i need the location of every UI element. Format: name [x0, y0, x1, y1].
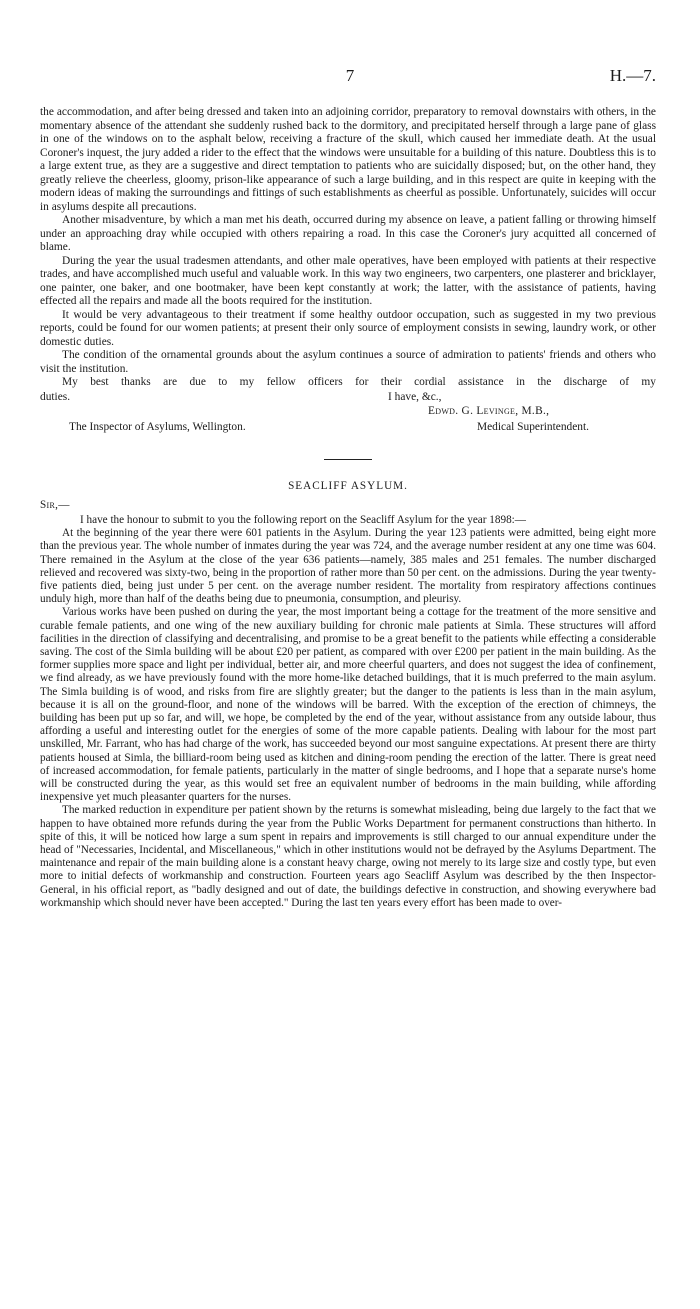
closing-i-have: I have, &c., — [388, 390, 442, 403]
page-number: 7 — [345, 66, 355, 85]
paragraph: My best thanks are due to my fellow officers for their cordial assistance in the discharge of my — [62, 376, 656, 388]
addressee: The Inspector of Asylums, Wellington. — [69, 420, 246, 433]
closing-duties: duties. — [40, 390, 71, 403]
seacliff-report — [40, 480, 656, 911]
paragraph: At the beginning of the year there were 601 patients in the Asylum. During the year 123 patients were admitted, being eight more than the previous year. The whole number of inmates during the year was 724, and the average number resident at any one time was 604. There remained in the Asylum at the close of the year 636 patients—namely, 385 males and 251 females. The number discharged relieved and recovered was sixty-two, being in the proportion of rather more than 50 per cent. on the admissions. During the year twenty-five patients died, being just under 5 per cent. on the average number resident. The mortality from respiratory affections continues unduly high, more than half of the deaths being due to pneumonia, consumption, and pleurisy. — [40, 527, 656, 606]
paragraph: The condition of the ornamental grounds about the asylum continues a source of admiration to patients' friends and others who visit the institution. — [40, 349, 656, 375]
salutation: Sir,— — [40, 498, 70, 511]
signatory-title: Medical Superintendent. — [477, 420, 589, 433]
section-heading: SEACLIFF ASYLUM. — [288, 479, 408, 492]
document-reference: H.—7. — [609, 66, 656, 85]
paragraph: It would be very advantageous to their treatment if some healthy outdoor occupation, such as suggested in my two previous reports, could be found for our women patients; at present their only source of employment consists in sewing, laundry work, or other domestic duties. — [40, 308, 656, 348]
paragraph: The marked reduction in expenditure per patient shown by the returns is somewhat misleading, being due largely to the fact that we happen to have obtained more refunds during the year from the Public Works Department for permanent constructions than hitherto. In spite of this, it will be noticed how large a sum spent in repairs and improvements is still charged to our annual expenditure under the head of "Necessaries, Incidental, and Miscellaneous," which in other institutions would not be defrayed by the Asylums Department. The maintenance and repair of the main building alone is a constant heavy charge, owing not merely to its large size and costly type, but even more to initial defects of workmanship and construction. Fourteen years ago Seacliff Asylum was described by the then Inspector-General, in his official report, as "badly designed and out of date, the buildings defective in construction, and showing everywhere bad workmanship which should never have been accepted." During the last ten years every effort has been made to over- — [40, 804, 656, 909]
intro-paragraph: I have the honour to submit to you the following report on the Seacliff Asylum for the year 1898:— — [80, 513, 526, 526]
signature: Edwd. G. Levinge, M.B., — [428, 404, 550, 417]
paragraph: Another misadventure, by which a man met his death, occurred during my absence on leave, a patient falling or throwing himself under an approaching dray while occupied with others repairing a road. In this case the Coroner's jury acquitted all concerned of blame. — [40, 214, 656, 253]
paragraph: Various works have been pushed on during the year, the most important being a cottage for the treatment of the more sensitive and curable female patients, and one wing of the new auxiliary building for chronic male patients at Simla. These structures will afford facilities in the direction of classifying and decentralising, and promise to be a great benefit to the patients while effecting a considerable saving. The cost of the Simla building will be about £20 per patient, as compared with over £200 per patient in the main building. As the former supplies more space and light per individual, better air, and more cheerful quarters, and does not suggest the idea of confinement, we find already, as we have previously found with the more home-like detached buildings, that it is much preferred to the main asylum. The Simla building is of wood, and risks from fire are slightly greater; but the danger to the patients is less than in the main asylum, because it is all on the ground-floor, and none of the windows will be barred. With the exception of the erection of chimneys, the building has been put up so far, and will, we hope, be completed by the end of the year, without assistance from any outside labour, thus affording a useful and interesting outlet for the energies of some of the more capable patients. Dealing with labour for the most part unskilled, Mr. Farrant, who has had charge of the work, has succeeded beyond our most sanguine expectations. At present there are thirty patients housed at Simla, the billiard-room being used as kitchen and dining-room pending the erection of the latter. There is great need of increased accommodation, for female patients, particularly in the matter of single bedrooms, and I hope that a separate nurse's home will be constructed during the year, as this would set free an equivalent number of bedrooms in the main building, while affording inexpensive yet much pleasanter quarters for the nurses. — [40, 606, 656, 804]
page-content — [40, 66, 656, 910]
levinge-report-conclusion — [40, 106, 656, 443]
section-divider — [324, 459, 372, 460]
paragraph: During the year the usual tradesmen attendants, and other male operatives, have been employed with patients at their respective trades, and have accomplished much useful and valuable work. In this way two engineers, two carpenters, one plasterer and bricklayer, one painter, one baker, and one bootmaker, have been kept constantly at work; the latter, with the assistance of patients, having effected all the repairs and made all the boots required for the institution. — [40, 254, 656, 307]
closing-block — [40, 391, 656, 443]
paragraph: the accommodation, and after being dressed and taken into an adjoining corridor, preparatory to removal downstairs with others, in the momentary absence of the attendant she suddenly rushed back to the dormitory, and precipitated herself through a large pane of glass in one of the windows on to the asphalt below, receiving a fracture of the skull, which caused her immediate death. At the usual Coroner's inquest, the jury added a rider to the effect that the windows were unsuitable for a building of this nature. Doubtless this is to a large extent true, as they are a suggestive and direct temptation to patients who are suicidally disposed; but, on the other hand, they greatly relieve the cheerless, gloomy, prison-like appearance of such a large building, and in this respect are quite in keeping with the modern ideas of making the surroundings and fittings of such establishments as cheerful as possible. Unfortunately, suicides will occur in asylums despite all precautions. — [40, 106, 656, 213]
